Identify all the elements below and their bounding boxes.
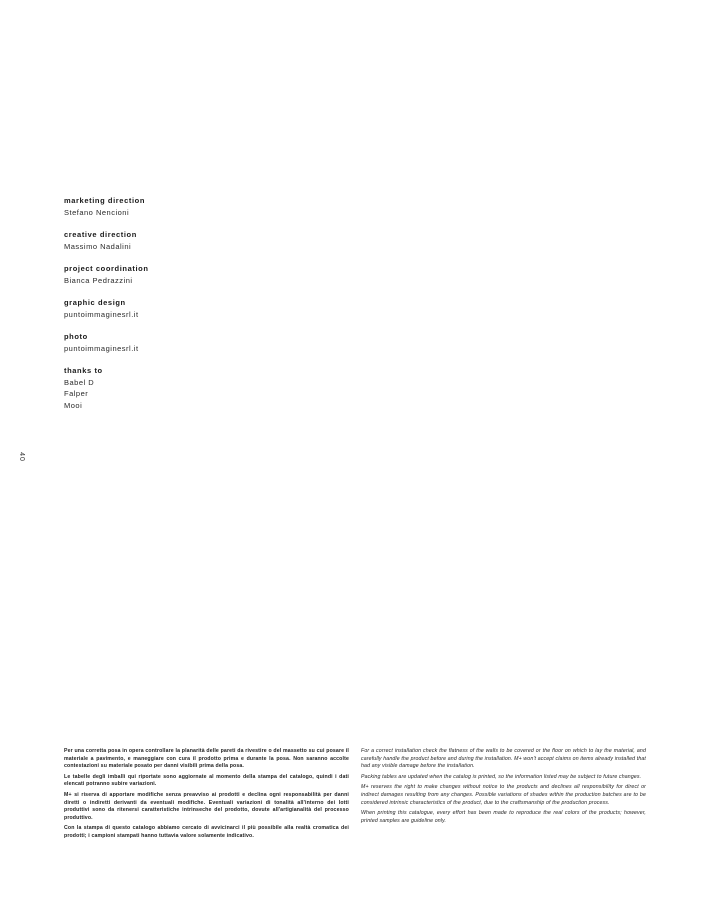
page-number: 40 <box>18 452 25 462</box>
note-paragraph: Con la stampa di questo catalogo abbiamo cercato di avvicinarci il più possibile alla realtà cromatica dei prodotti; i campioni stampati hanno tuttavia valore solamente indicativo. <box>64 825 349 839</box>
credit-heading: photo <box>64 332 88 341</box>
credit-project-coordination <box>64 263 304 286</box>
notes-italian-column <box>64 748 349 844</box>
credit-heading: marketing direction <box>64 196 145 205</box>
note-paragraph: M+ reserves the right to make changes without notice to the products and declines all responsibility for direct or indirect damages resulting from any changes. Possible variations of shades within the production batches are to be considered intrinsic characteristics of the product, due to the craftsmanship of the production process. <box>361 784 646 806</box>
credits-section <box>64 195 304 422</box>
credit-creative-direction <box>64 229 304 252</box>
note-paragraph: When printing this catalogue, every effort has been made to reproduce the real colors of the products; however, printed samples are guideline only. <box>361 810 646 824</box>
credit-value: puntoimmaginesrl.it <box>64 343 139 353</box>
credit-marketing-direction <box>64 195 304 218</box>
credit-heading: project coordination <box>64 264 149 273</box>
credit-graphic-design <box>64 297 304 320</box>
credit-value: Falper <box>64 389 89 398</box>
credit-value: Massimo Nadalini <box>64 241 132 251</box>
credit-heading: thanks to <box>64 366 103 375</box>
note-paragraph: For a correct installation check the flatness of the walls to be covered or the floor on which to lay the material, and carefully handle the product before and during the installation. M+ won't accept claims on items already installed that had any visible damage before the installation. <box>361 748 646 770</box>
credit-value: Stefano Nencioni <box>64 207 130 217</box>
credit-value: Mooi <box>64 400 83 410</box>
note-paragraph: M+ si riserva di apportare modifiche senza preavviso ai prodotti e declina ogni responsabilità per danni diretti o indiretti derivanti da eventuali modifiche. Eventuali variazioni di tonalità all'interno dei lotti produttivi sono da ritenersi caratteristiche intrinseche del prodotto, dovute all'artigianalità del processo produttivo. <box>64 791 349 821</box>
note-paragraph: Packing tables are updated when the catalog is printed, so the information listed may be subject to future changes. <box>361 773 642 780</box>
credit-photo <box>64 331 304 354</box>
credit-value: Babel D <box>64 377 95 387</box>
note-paragraph: Per una corretta posa in opera controllare la planarità delle pareti da rivestire o del massetto su cui posare il materiale a pavimento, e maneggiare con cura il prodotto prima e durante la posa. Non saranno accolte contestazioni su materiale posato per danni visibili prima della posa. <box>64 748 349 770</box>
note-paragraph: Le tabelle degli imballi qui riportate sono aggiornate al momento della stampa del catalogo, quindi i dati elencati potranno subire variazioni. <box>64 773 349 788</box>
credit-value: Bianca Pedrazzini <box>64 275 133 285</box>
notes-english-column <box>361 748 646 844</box>
credit-value: puntoimmaginesrl.it <box>64 309 139 319</box>
credit-heading: creative direction <box>64 230 137 239</box>
footer-notes <box>64 748 646 844</box>
credit-heading: graphic design <box>64 298 126 307</box>
credit-thanks-to <box>64 365 304 411</box>
